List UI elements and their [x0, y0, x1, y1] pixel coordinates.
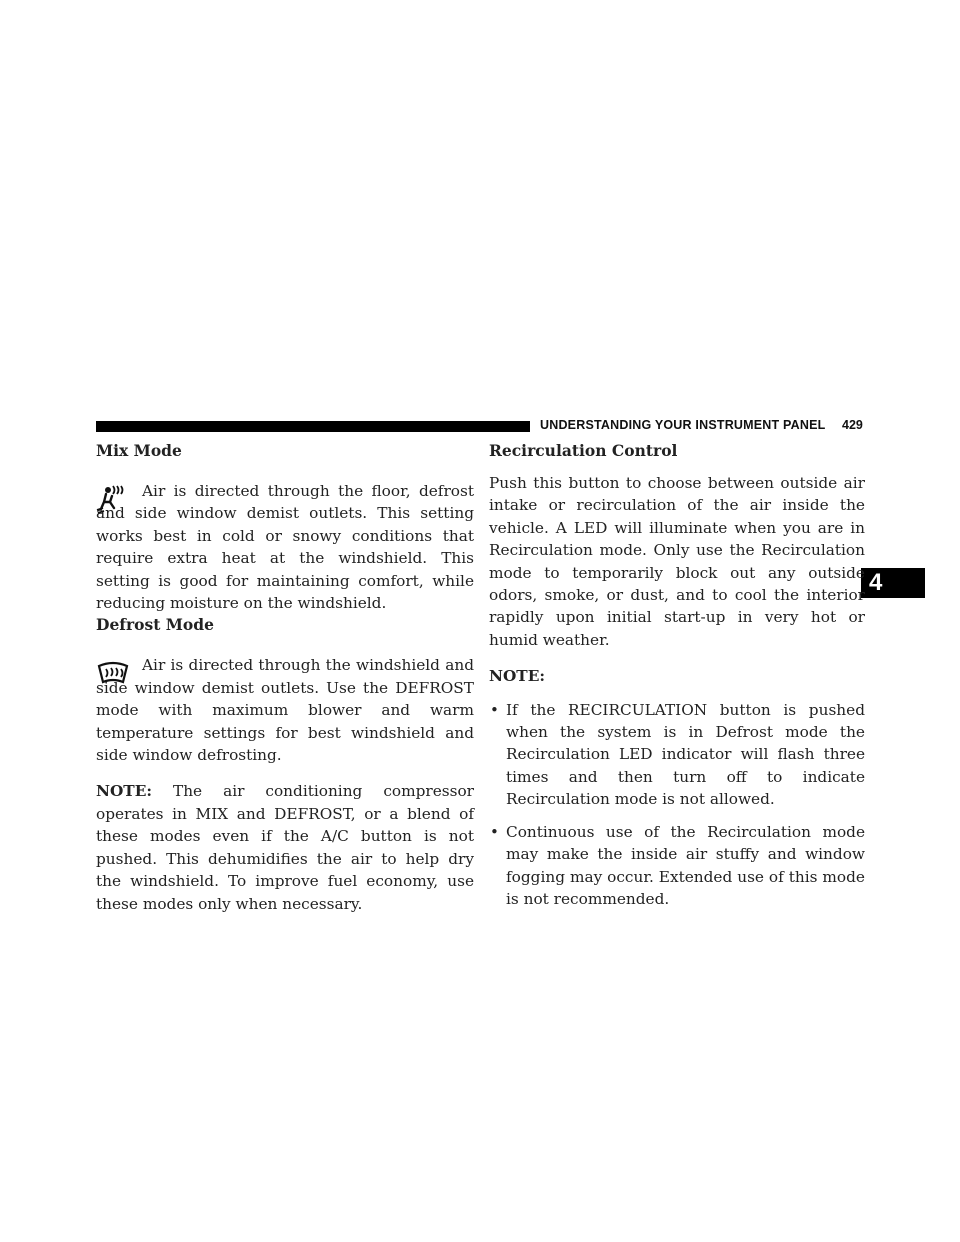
bullet-icon: • [490, 700, 499, 719]
mix-mode-heading: Mix Mode [96, 441, 182, 460]
note-paragraph [96, 780, 474, 914]
recirculation-notes-list [489, 699, 865, 911]
defrost-mode-text: Air is directed through the windshield and side window demist outlets. Use the DEFROST mode with maximum blower and warm temperature settings for best windshield and side window defrosting. [96, 656, 474, 765]
running-header-title: UNDERSTANDING YOUR INSTRUMENT PANEL [540, 418, 826, 432]
list-item-text: If the RECIRCULATION button is pushed when the system is in Defrost mode the Recirculation LED indicator will flash three times and then turn off to indicate Recirculation mode is not allowed. [506, 700, 865, 809]
left-column [96, 440, 474, 915]
bullet-icon: • [490, 822, 499, 841]
mix-mode-section [96, 480, 474, 614]
right-column [489, 440, 865, 920]
recirculation-heading: Recirculation Control [489, 441, 678, 460]
recirculation-intro: Push this button to choose between outside air intake or recirculation of the air inside the vehicle. A LED will illuminate when you are in Recirculation mode. Only use the Recirculation mode to temporarily block out any outside odors, smoke, or dust, and to cool the interior rapidly upon initial start-up in very hot or humid weather. [489, 474, 865, 649]
list-item-text: Continuous use of the Recirculation mode may make the inside air stuffy and window fogging may occur. Extended use of this mode is not recommended. [506, 822, 865, 908]
defrost-icon [96, 658, 130, 688]
defrost-mode-heading: Defrost Mode [96, 615, 214, 635]
defrost-mode-section [96, 654, 474, 766]
chapter-tab: 4 [861, 568, 925, 598]
header-rule [96, 421, 530, 432]
note-text: The air conditioning compressor operates in MIX and DEFROST, or a blend of these modes even if the A/C button is not pushed. This dehumidifies the air to help dry the windshield. To improve fuel economy, use these modes only when necessary. [96, 782, 474, 913]
page-number: 429 [842, 418, 863, 432]
recirculation-note-label: NOTE: [489, 667, 545, 686]
mix-mode-icon [96, 484, 130, 514]
list-item [489, 821, 865, 911]
list-item [489, 699, 865, 811]
mix-mode-text: Air is directed through the floor, defrost and side window demist outlets. This setting works best in cold or snowy conditions that require extra heat at the windshield. This setting is good for maintaining comfort, while reducing moisture on the windshield. [96, 482, 474, 613]
note-label: NOTE: [96, 782, 152, 801]
